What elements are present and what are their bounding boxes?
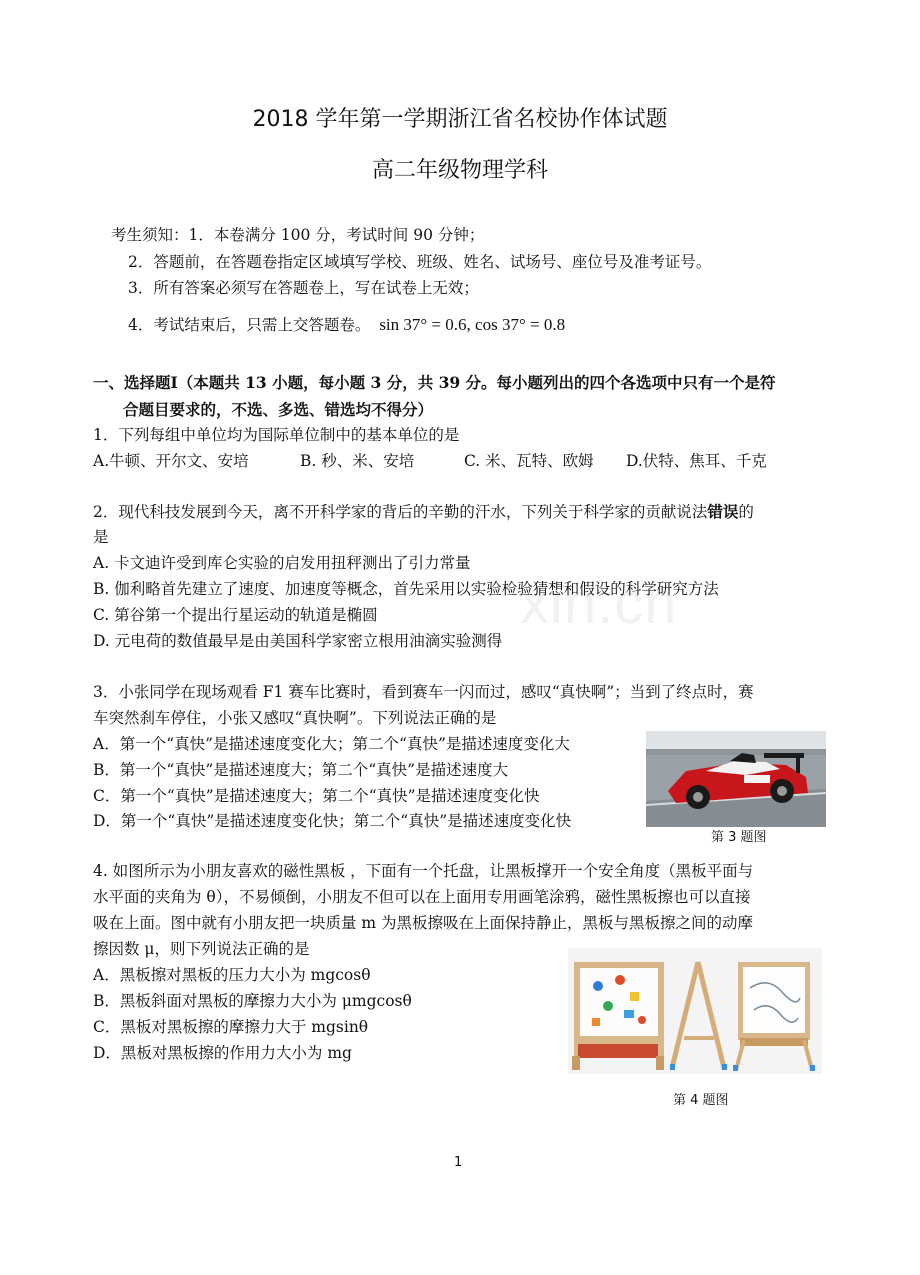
q3-option-d: D．第一个“真快”是描述速度变化快；第二个“真快”是描述速度变化快: [93, 812, 572, 830]
trig-formula: sin 37° = 0.6, cos 37° = 0.8: [379, 315, 566, 334]
q4-option-a: A．黑板擦对黑板的压力大小为 mgcosθ: [93, 966, 371, 984]
q4-option-d: D．黑板对黑板擦的作用力大小为 mg: [93, 1044, 352, 1062]
watermark: xin.cn: [520, 571, 678, 636]
q2-stem-end: 的: [738, 503, 754, 521]
q2-option-b: B. 伽利略首先建立了速度、加速度等概念，首先采用以实验检验猜想和假设的科学研究方法: [93, 580, 719, 598]
q1-stem: 1．下列每组中单位均为国际单位制中的基本单位的是: [93, 426, 460, 444]
section-heading-line-2: 合题目要求的，不选、多选、错选均不得分）: [123, 400, 434, 419]
q1-option-c: C. 米、瓦特、欧姆: [464, 452, 594, 470]
page-number: 1: [454, 1155, 463, 1170]
q1-option-b: B. 秒、米、安培: [300, 452, 415, 470]
notice-line-4: [128, 315, 565, 335]
q3-stem-line-2: 车突然刹车停住，小张又感叹“真快啊”。下列说法正确的是: [93, 709, 497, 727]
notice-line-4-text: 4．考试结束后，只需上交答题卷。: [128, 316, 371, 334]
section-heading-line-1: 一、选择题I（本题共 13 小题，每小题 3 分，共 39 分。每小题列出的四个各选项中只有一个是符: [93, 373, 776, 392]
q2-option-c: C. 第谷第一个提出行星运动的轨道是椭圆: [93, 606, 378, 624]
q4-stem-line-2: 水平面的夹角为 θ），不易倾倒，小朋友不但可以在上面用专用画笔涂鸦，磁性黑板擦也可以直接: [93, 888, 751, 906]
q3-option-b: B．第一个“真快”是描述速度大；第二个“真快”是描述速度大: [93, 761, 509, 779]
q2-stem-emphasis: 错误: [707, 502, 739, 521]
notice-line-2: 2．答题前，在答题卷指定区域填写学校、班级、姓名、试场号、座位号及准考证号。: [128, 253, 712, 271]
q4-stem-line-1: 4. 如图所示为小朋友喜欢的磁性黑板 ，下面有一个托盘，让黑板撑开一个安全角度（黑板平面与: [93, 862, 754, 880]
q1-option-d: D.伏特、焦耳、千克: [626, 452, 767, 470]
q3-option-c: C．第一个“真快”是描述速度大；第二个“真快”是描述速度变化快: [93, 787, 540, 805]
q2-stem-text: 2．现代科技发展到今天，离不开科学家的背后的辛勤的汗水，下列关于科学家的贡献说法: [93, 503, 708, 521]
q2-stem: [93, 503, 754, 522]
q2-stem-line-2: 是: [93, 528, 109, 546]
q3-stem-line-1: 3．小张同学在现场观看 F1 赛车比赛时，看到赛车一闪而过，感叹“真快啊”；当到了终点时，赛: [93, 683, 754, 701]
q4-stem-line-3: 吸在上面。图中就有小朋友把一块质量 m 为黑板擦吸在上面保持静止，黑板与黑板擦之间的动摩: [93, 914, 754, 932]
q3-race-car-image: [646, 731, 826, 827]
q2-option-d: D. 元电荷的数值最早是由美国科学家密立根用油滴实验测得: [93, 632, 503, 650]
notice-line-3: 3．所有答案必须写在答题卷上，写在试卷上无效；: [128, 279, 479, 297]
q4-option-c: C．黑板对黑板擦的摩擦力大于 mgsinθ: [93, 1018, 369, 1036]
q3-figure-caption: 第 3 题图: [711, 830, 767, 845]
notice-line-1: 考生须知：1．本卷满分 100 分，考试时间 90 分钟；: [111, 226, 485, 244]
q4-option-b: B．黑板斜面对黑板的摩擦力大小为 μmgcosθ: [93, 992, 412, 1010]
q3-option-a: A．第一个“真快”是描述速度变化大；第二个“真快”是描述速度变化大: [93, 735, 570, 753]
q2-option-a: A. 卡文迪许受到库仑实验的启发用扭秤测出了引力常量: [93, 554, 471, 572]
paper-title: 2018 学年第一学期浙江省名校协作体试题: [252, 107, 668, 132]
q4-stem-line-4: 擦因数 μ，则下列说法正确的是: [93, 940, 310, 958]
paper-subtitle: 高二年级物理学科: [371, 158, 548, 183]
q4-figure-caption: 第 4 题图: [673, 1093, 729, 1108]
easel-illustration: [568, 948, 822, 1074]
q1-option-a: A.牛顿、开尔文、安培: [93, 452, 249, 470]
race-car-illustration: [646, 731, 826, 827]
q4-easel-image: [568, 948, 822, 1074]
